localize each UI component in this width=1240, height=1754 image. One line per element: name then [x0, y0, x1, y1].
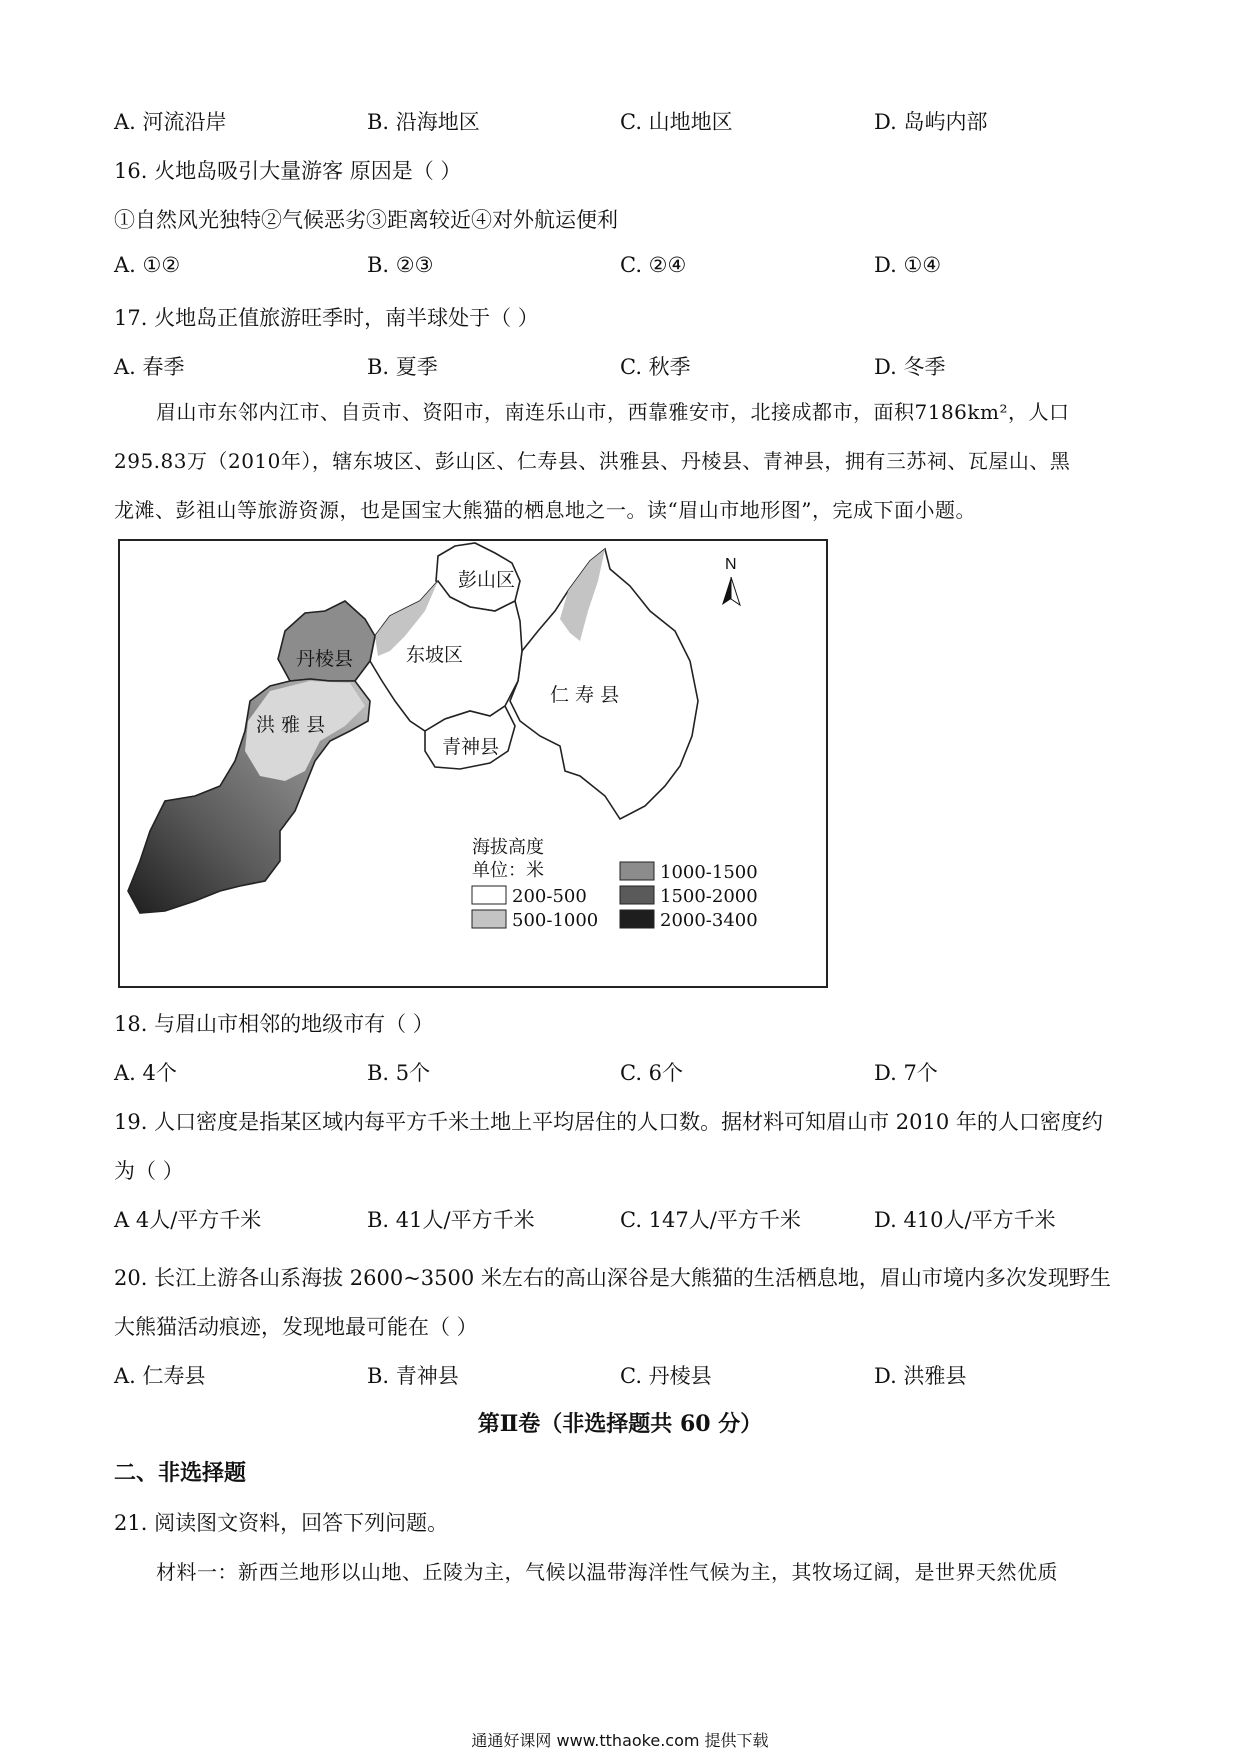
- passage-line-3: 龙滩、彭祖山等旅游资源，也是国宝大熊猫的栖息地之一。读“眉山市地形图”，完成下面小题。: [114, 498, 976, 522]
- meishan-terrain-map: [118, 539, 828, 988]
- north-label: N: [725, 556, 737, 573]
- q19-option-a: A 4人/平方千米: [114, 1208, 262, 1232]
- q18-option-a: A. 4个: [114, 1061, 177, 1085]
- q21-material-1: 材料一：新西兰地形以山地、丘陵为主，气候以温带海洋性气候为主，其牧场辽阔，是世界天然优质: [156, 1560, 1058, 1584]
- q20-option-a: A. 仁寿县: [114, 1364, 206, 1388]
- legend-label-1: 200-500: [512, 886, 587, 907]
- q16-option-d: D. ①④: [874, 253, 942, 277]
- q15-option-d: D. 岛屿内部: [874, 110, 988, 134]
- passage-line-2: 295.83万（2010年），辖东坡区、彭山区、仁寿县、洪雅县、丹棱县、青神县，拥有三苏祠、瓦屋山、黑: [114, 449, 1071, 473]
- q18-stem: 18. 与眉山市相邻的地级市有（ ）: [114, 1012, 434, 1036]
- q20-stem-line-1: 20. 长江上游各山系海拔 2600~3500 米左右的高山深谷是大熊猫的生活栖息地，眉山市境内多次发现野生: [114, 1266, 1111, 1290]
- legend-swatch-2: [472, 910, 506, 928]
- q20-option-c: C. 丹棱县: [620, 1364, 712, 1388]
- q16-items: ①自然风光独特②气候恶劣③距离较近④对外航运便利: [114, 208, 618, 232]
- label-renshou: 仁 寿 县: [550, 684, 620, 706]
- q19-option-c: C. 147人/平方千米: [620, 1208, 801, 1232]
- legend-label-5: 2000-3400: [660, 910, 758, 931]
- q18-option-b: B. 5个: [367, 1061, 431, 1085]
- q15-option-b: B. 沿海地区: [367, 110, 480, 134]
- label-dongpo: 东坡区: [406, 644, 464, 666]
- q17-option-d: D. 冬季: [874, 355, 946, 379]
- section-heading: 二、非选择题: [114, 1460, 247, 1486]
- q15-option-a: A. 河流沿岸: [114, 110, 227, 134]
- label-qingshen: 青神县: [442, 736, 500, 758]
- q16-stem: 16. 火地岛吸引大量游客 原因是（ ）: [114, 159, 462, 183]
- passage-line-1: 眉山市东邻内江市、自贡市、资阳市，南连乐山市，西靠雅安市，北接成都市，面积7186km²，人口: [156, 400, 1070, 424]
- q20-option-d: D. 洪雅县: [874, 1364, 967, 1388]
- q19-option-d: D. 410人/平方千米: [874, 1208, 1056, 1232]
- legend-label-4: 1500-2000: [660, 886, 758, 907]
- map-legend: [472, 837, 758, 931]
- legend-swatch-1: [472, 886, 506, 904]
- legend-unit: 单位：米: [472, 860, 544, 881]
- q16-option-c: C. ②④: [620, 253, 687, 277]
- q18-option-d: D. 7个: [874, 1061, 938, 1085]
- north-arrow-icon: [722, 556, 740, 605]
- legend-title: 海拔高度: [472, 837, 544, 858]
- q19-stem-line-2: 为（ ）: [114, 1159, 184, 1183]
- label-pengshan: 彭山区: [458, 569, 516, 591]
- q20-option-b: B. 青神县: [367, 1364, 459, 1388]
- q19-option-b: B. 41人/平方千米: [367, 1208, 535, 1232]
- section-title: 第Ⅱ卷（非选择题共 60 分）: [477, 1411, 763, 1437]
- q17-option-b: B. 夏季: [367, 355, 438, 379]
- q19-stem-line-1: 19. 人口密度是指某区域内每平方千米土地上平均居住的人口数。据材料可知眉山市 2010 年的人口密度约: [114, 1110, 1103, 1134]
- legend-label-3: 1000-1500: [660, 862, 758, 883]
- legend-label-2: 500-1000: [512, 910, 599, 931]
- map-svg: [120, 541, 826, 986]
- q20-stem-line-2: 大熊猫活动痕迹，发现地最可能在（ ）: [114, 1315, 478, 1339]
- q16-option-a: A. ①②: [114, 253, 181, 277]
- q18-option-c: C. 6个: [620, 1061, 684, 1085]
- q21-stem: 21. 阅读图文资料，回答下列问题。: [114, 1511, 449, 1535]
- q15-option-c: C. 山地地区: [620, 110, 733, 134]
- q17-option-a: A. 春季: [114, 355, 185, 379]
- passage: [114, 388, 1124, 535]
- label-hongya: 洪 雅 县: [256, 714, 326, 736]
- legend-swatch-3: [620, 862, 654, 880]
- q17-option-c: C. 秋季: [620, 355, 691, 379]
- q17-stem: 17. 火地岛正值旅游旺季时，南半球处于（ ）: [114, 306, 539, 330]
- legend-swatch-4: [620, 886, 654, 904]
- q16-option-b: B. ②③: [367, 253, 434, 277]
- label-danling: 丹棱县: [296, 648, 354, 670]
- legend-swatch-5: [620, 910, 654, 928]
- page-footer: 通通好课网 www.tthaoke.com 提供下载: [471, 1731, 769, 1750]
